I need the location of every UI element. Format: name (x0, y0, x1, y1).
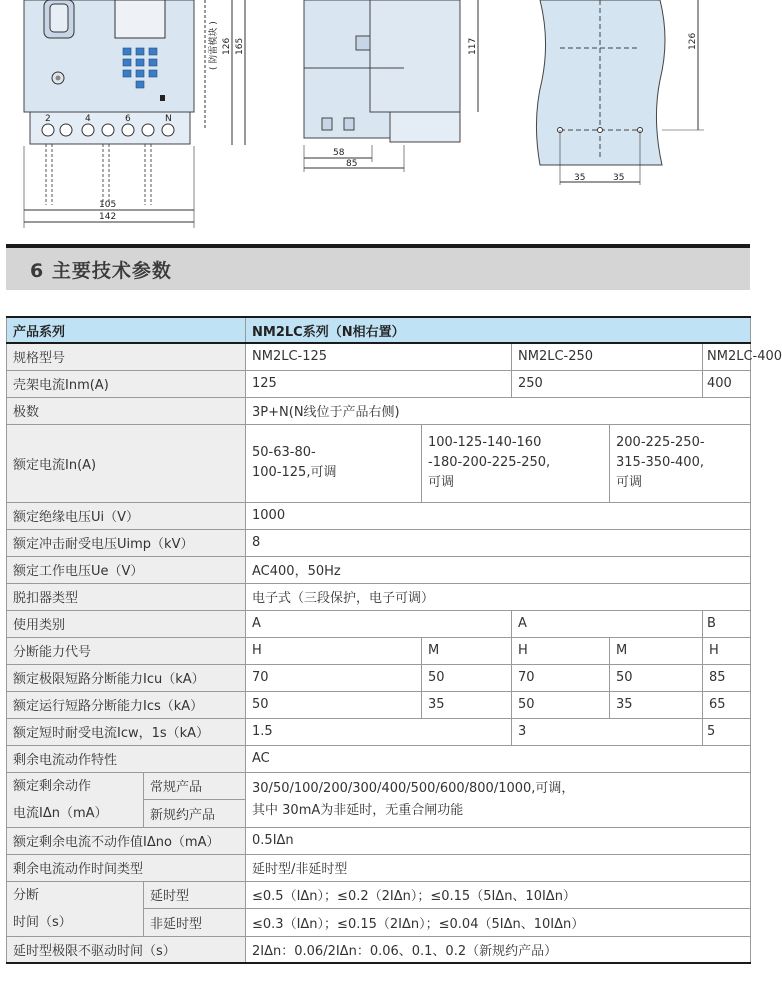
icw-label: 额定短时耐受电流Icw，1s（kA） (7, 718, 246, 745)
ics-cell: 50 (246, 691, 422, 718)
model-label: 规格型号 (7, 343, 246, 370)
table-row (7, 881, 751, 909)
category-125: A (246, 610, 512, 637)
table-row (7, 343, 751, 370)
uimp-value: 8 (246, 529, 751, 556)
rated-current-250-line3: 可调 (428, 475, 455, 490)
idno-value: 0.5IΔn (246, 827, 751, 854)
dim-117: 117 (468, 37, 478, 55)
table-row (7, 827, 751, 854)
icu-cell: 70 (246, 664, 422, 691)
dim-105: 105 (99, 200, 117, 210)
terminal-label-n: N (165, 114, 172, 124)
rated-current-125-line2: 100-125,可调 (252, 465, 337, 480)
icu-cell: 50 (422, 664, 512, 691)
dim-126-right: 126 (688, 32, 698, 50)
poles-label: 极数 (7, 397, 246, 424)
rated-current-125 (246, 424, 422, 502)
rated-current-125-line1: 50-63-80- (252, 445, 316, 460)
ics-cell: 50 (512, 691, 610, 718)
frame-current-400: 400 (703, 370, 751, 397)
section-title: 6 主要技术参数 (30, 260, 172, 282)
break-time-label-line1: 分断 (13, 887, 40, 903)
icu-label: 额定极限短路分断能力Icu（kA） (7, 664, 246, 691)
ics-cell: 35 (422, 691, 512, 718)
time-type-label: 剩余电流动作时间类型 (7, 854, 246, 881)
ui-value: 1000 (246, 502, 751, 529)
ue-value: AC400，50Hz (246, 556, 751, 583)
ics-cell: 65 (703, 691, 751, 718)
table-row (7, 502, 751, 529)
ue-label: 额定工作电压Ue（V） (7, 556, 246, 583)
ics-cell: 35 (610, 691, 703, 718)
icw-125: 1.5 (246, 718, 512, 745)
terminal-label-6: 6 (125, 114, 131, 124)
dim-85: 85 (346, 159, 358, 169)
lightning-module-label: ( 防雷模块 ) (209, 21, 219, 70)
rated-current-label: 额定电流In(A) (7, 424, 246, 502)
icu-cell: 50 (610, 664, 703, 691)
rated-current-400 (610, 424, 751, 502)
dim-35-right: 35 (613, 173, 625, 183)
delay-label: 延时型 (144, 881, 246, 909)
ics-label: 额定运行短路分断能力Ics（kA） (7, 691, 246, 718)
frame-current-125: 125 (246, 370, 512, 397)
table-row (7, 936, 751, 963)
icu-cell: 70 (512, 664, 610, 691)
idn-label-line2: 电流IΔn（mA） (13, 805, 108, 821)
dim-142: 142 (99, 212, 117, 222)
terminal-label-4: 4 (85, 114, 91, 124)
icw-400: 5 (703, 718, 751, 745)
model-125: NM2LC-125 (246, 343, 512, 370)
table-row (7, 317, 751, 343)
table-row (7, 397, 751, 424)
series-value: NM2LC系列（N相右置） (246, 317, 751, 343)
break-time-label (7, 881, 144, 936)
drawing-canvas (0, 0, 750, 238)
category-400: B (703, 610, 751, 637)
uimp-label: 额定冲击耐受电压Uimp（kV） (7, 529, 246, 556)
series-label: 产品系列 (7, 317, 246, 343)
table-row (7, 556, 751, 583)
frame-current-250: 250 (512, 370, 703, 397)
breaking-code-label: 分断能力代号 (7, 637, 246, 664)
limit-time-label: 延时型极限不驱动时间（s） (7, 936, 246, 963)
table-row (7, 424, 751, 502)
idn-sub-regular: 常规产品 (144, 772, 246, 800)
dim-165: 165 (235, 37, 245, 55)
table-row (7, 583, 751, 610)
icu-cell: 85 (703, 664, 751, 691)
rated-current-400-line1: 200-225-250- (616, 435, 705, 450)
time-type-value: 延时型/非延时型 (246, 854, 751, 881)
poles-value: 3P+N(N线位于产品右侧) (246, 397, 751, 424)
frame-current-label: 壳架电流Inm(A) (7, 370, 246, 397)
model-250: NM2LC-250 (512, 343, 703, 370)
breaking-code-cell: H (246, 637, 422, 664)
category-250: A (512, 610, 703, 637)
idn-value-line1: 30/50/100/200/300/400/500/600/800/1000,可调， (252, 780, 575, 796)
nondelay-label: 非延时型 (144, 909, 246, 937)
break-time-label-line2: 时间（s） (13, 914, 72, 930)
dimension-drawings (0, 0, 750, 238)
spec-table (6, 316, 782, 964)
table-row (7, 610, 751, 637)
idn-sub-new: 新规约产品 (144, 800, 246, 828)
table-row (7, 637, 751, 664)
dim-58: 58 (333, 148, 345, 158)
idn-label-line1: 额定剩余动作 (13, 778, 92, 794)
table-row (7, 529, 751, 556)
table-row (7, 691, 751, 718)
icw-250: 3 (512, 718, 703, 745)
breaking-code-cell: M (610, 637, 703, 664)
model-400: NM2LC-400 (703, 343, 751, 370)
idn-value (246, 772, 751, 827)
breaking-code-cell: H (512, 637, 610, 664)
ui-label: 额定绝缘电压Ui（V） (7, 502, 246, 529)
terminal-label-2: 2 (45, 114, 51, 124)
table-row (7, 772, 751, 800)
idn-value-line2: 其中 30mA为非延时，无重合闸功能 (252, 802, 464, 818)
category-label: 使用类别 (7, 610, 246, 637)
release-label: 脱扣器类型 (7, 583, 246, 610)
rated-current-250 (422, 424, 610, 502)
delay-value: ≤0.5（IΔn）；≤0.2（2IΔn）；≤0.15（5IΔn、10IΔn） (246, 881, 751, 909)
dim-35-left: 35 (574, 173, 586, 183)
rated-current-400-line3: 可调 (616, 475, 643, 490)
rated-current-250-line2: -180-200-225-250, (428, 455, 551, 470)
rated-current-250-line1: 100-125-140-160 (428, 435, 542, 450)
release-value: 电子式（三段保护，电子可调） (246, 583, 751, 610)
table-row (7, 718, 751, 745)
breaking-code-cell: H (703, 637, 751, 664)
limit-time-value: 2IΔn：0.06/2IΔn：0.06、0.1、0.2（新规约产品） (246, 936, 751, 963)
breaking-code-cell: M (422, 637, 512, 664)
rated-current-400-line2: 315-350-400, (616, 455, 704, 470)
table-row (7, 370, 751, 397)
rc-char-value: AC (246, 745, 751, 772)
nondelay-value: ≤0.3（IΔn）；≤0.15（2IΔn）；≤0.04（5IΔn、10IΔn） (246, 909, 751, 937)
idno-label: 额定剩余电流不动作值IΔno（mA） (7, 827, 246, 854)
table-row (7, 854, 751, 881)
table-row (7, 664, 751, 691)
dim-126-left: 126 (222, 37, 232, 55)
rc-char-label: 剩余电流动作特性 (7, 745, 246, 772)
section-header (0, 238, 750, 300)
table-row (7, 745, 751, 772)
idn-label (7, 772, 144, 827)
